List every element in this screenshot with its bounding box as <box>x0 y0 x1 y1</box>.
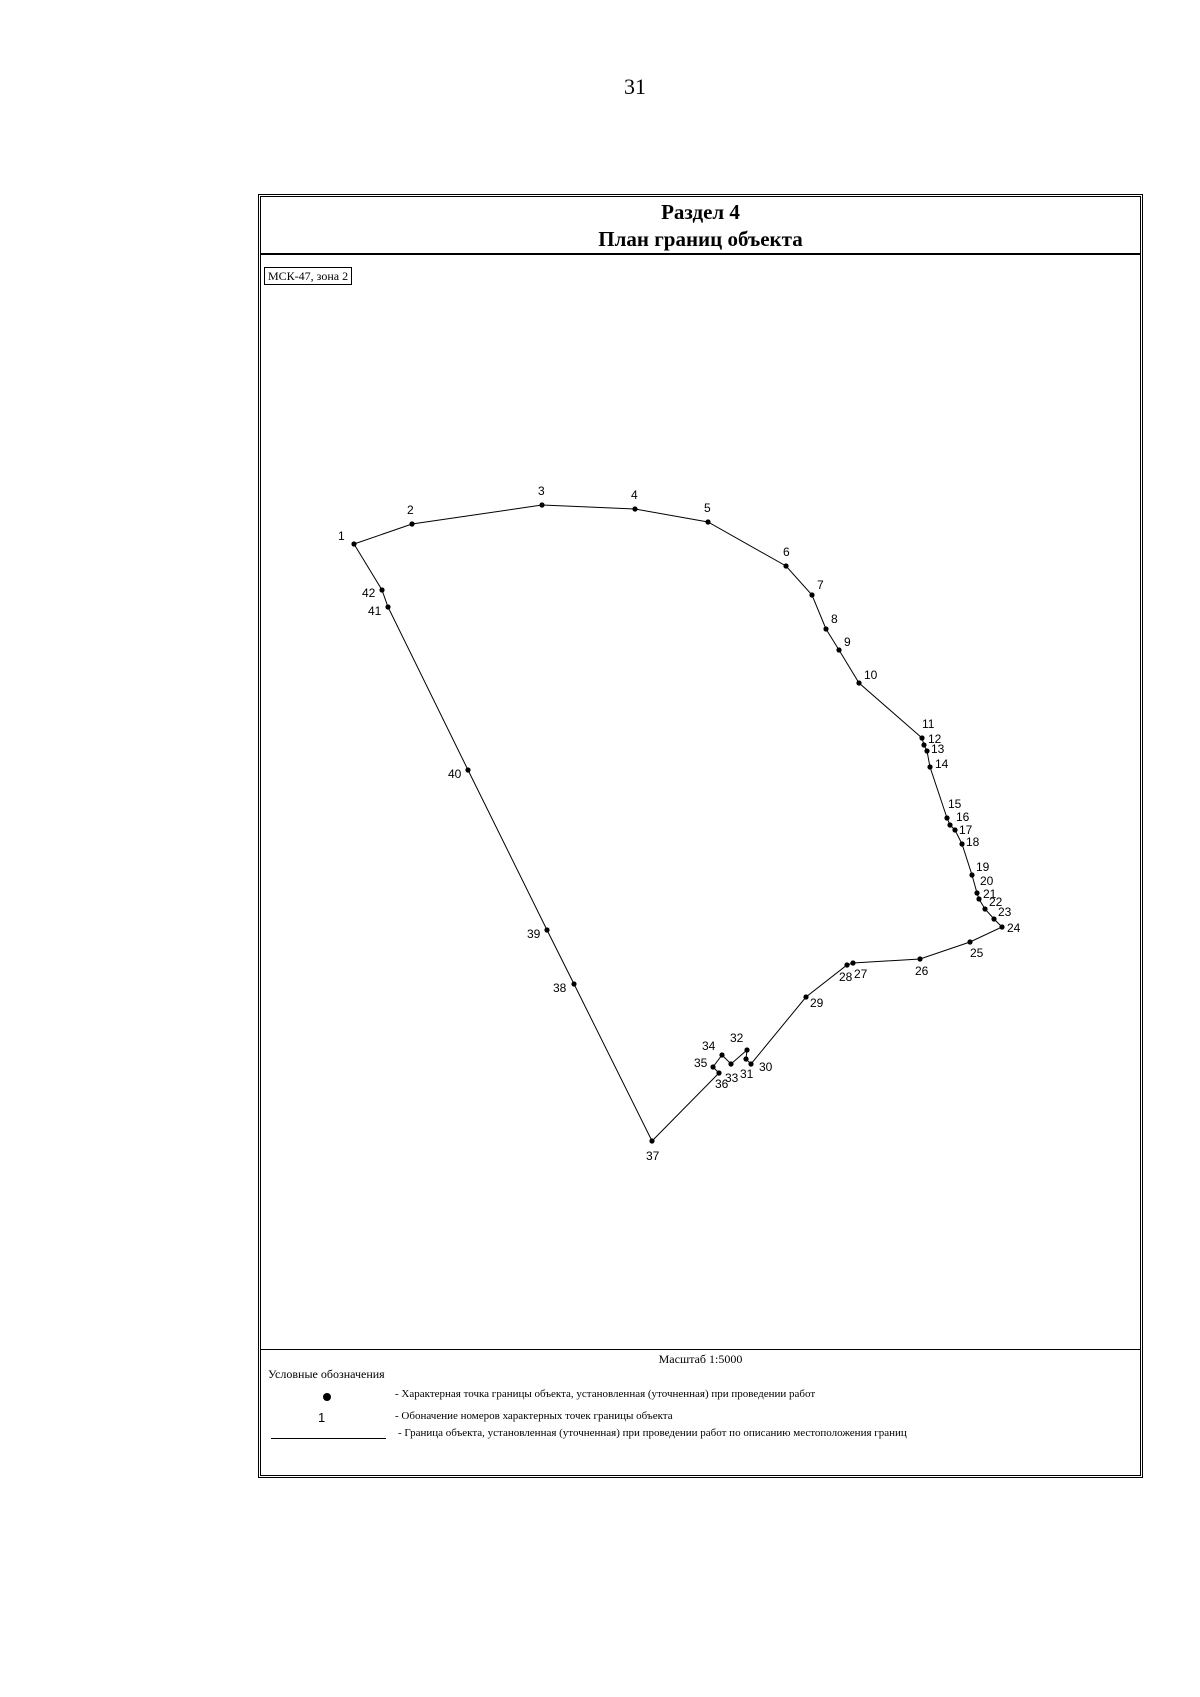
boundary-point <box>982 906 987 911</box>
boundary-point-label: 36 <box>715 1077 729 1091</box>
boundary-point-label: 25 <box>970 946 984 960</box>
crs-label: МСК-47, зона 2 <box>264 267 352 285</box>
boundary-point-label: 32 <box>730 1031 744 1045</box>
boundary-point <box>809 592 814 597</box>
boundary-point-label: 5 <box>704 501 711 515</box>
boundary-point <box>409 521 414 526</box>
boundary-point-label: 35 <box>694 1056 708 1070</box>
boundary-point <box>959 841 964 846</box>
boundary-plan <box>261 197 1140 1347</box>
boundary-point <box>649 1138 654 1143</box>
boundary-point <box>728 1061 733 1066</box>
boundary-point-label: 16 <box>956 810 970 824</box>
boundary-point-label: 6 <box>783 545 790 559</box>
boundary-point-label: 7 <box>817 578 824 592</box>
boundary-point-label: 42 <box>362 586 376 600</box>
boundary-point <box>856 680 861 685</box>
boundary-point-label: 33 <box>725 1071 739 1085</box>
boundary-point-label: 29 <box>810 996 824 1010</box>
boundary-points <box>338 484 1021 1163</box>
legend-title: Условные обозначения <box>268 1367 385 1381</box>
boundary-point <box>924 748 929 753</box>
boundary-point-label: 28 <box>839 970 853 984</box>
boundary-point <box>716 1070 721 1075</box>
boundary-point-label: 4 <box>631 488 638 502</box>
boundary-point-label: 21 <box>983 887 997 901</box>
boundary-point-label: 3 <box>538 484 545 498</box>
line-symbol-icon <box>271 1438 386 1439</box>
boundary-point <box>921 742 926 747</box>
boundary-point <box>632 506 637 511</box>
boundary-point-label: 27 <box>854 967 868 981</box>
point-symbol-icon <box>323 1393 331 1401</box>
boundary-point-label: 41 <box>368 604 382 618</box>
boundary-point-label: 9 <box>844 635 851 649</box>
boundary-point-label: 2 <box>407 503 414 517</box>
boundary-point <box>967 939 972 944</box>
legend <box>261 1349 1140 1478</box>
boundary-point <box>944 815 949 820</box>
boundary-point <box>744 1047 749 1052</box>
section-title: Раздел 4 <box>661 200 740 224</box>
boundary-point <box>743 1056 748 1061</box>
boundary-point-label: 19 <box>976 860 990 874</box>
boundary-point-label: 20 <box>980 874 994 888</box>
boundary-point <box>947 822 952 827</box>
boundary-point-label: 15 <box>948 797 962 811</box>
boundary-point <box>719 1052 724 1057</box>
boundary-point-label: 18 <box>966 835 980 849</box>
boundary-point-label: 34 <box>702 1039 716 1053</box>
boundary-point <box>976 896 981 901</box>
boundary-point-label: 38 <box>553 981 567 995</box>
boundary-point-label: 24 <box>1007 921 1021 935</box>
boundary-point-label: 31 <box>740 1067 754 1081</box>
boundary-point <box>748 1061 753 1066</box>
boundary-point <box>974 890 979 895</box>
boundary-point-label: 37 <box>646 1149 660 1163</box>
boundary-point-label: 17 <box>959 823 973 837</box>
boundary-point <box>705 519 710 524</box>
page-number: 31 <box>624 74 646 99</box>
boundary-point <box>783 563 788 568</box>
number-symbol: 1 <box>318 1410 326 1425</box>
boundary-point <box>571 981 576 986</box>
legend-point-desc: - Характерная точка границы объекта, установленная (уточненная) при проведении работ <box>395 1388 816 1400</box>
boundary-point <box>710 1064 715 1069</box>
boundary-point <box>803 994 808 999</box>
boundary-point-label: 11 <box>922 717 935 731</box>
boundary-point-label: 22 <box>989 895 1003 909</box>
legend-number-desc: - Обоначение номеров характерных точек границы объекта <box>395 1410 673 1422</box>
boundary-point <box>379 587 384 592</box>
boundary-point <box>969 872 974 877</box>
boundary-point-label: 1 <box>338 529 345 543</box>
boundary-point-label: 39 <box>527 927 541 941</box>
boundary-line <box>354 505 1002 1141</box>
boundary-point <box>385 604 390 609</box>
boundary-point <box>544 927 549 932</box>
boundary-point <box>539 502 544 507</box>
boundary-point <box>465 767 470 772</box>
scale-label: Масштаб 1:5000 <box>658 1352 743 1366</box>
boundary-point <box>991 916 996 921</box>
boundary-point-label: 13 <box>931 742 945 756</box>
boundary-point-label: 23 <box>998 905 1012 919</box>
boundary-point <box>952 827 957 832</box>
boundary-point <box>927 764 932 769</box>
boundary-point <box>919 735 924 740</box>
boundary-point-label: 8 <box>831 612 838 626</box>
legend-line-desc: - Граница объекта, установленная (уточненная) при проведении работ по описанию местоположения границ <box>398 1427 907 1439</box>
boundary-point <box>844 962 849 967</box>
boundary-point-label: 26 <box>915 964 929 978</box>
boundary-point <box>850 960 855 965</box>
boundary-point-label: 12 <box>928 732 942 746</box>
boundary-point-label: 30 <box>759 1060 773 1074</box>
boundary-point <box>917 956 922 961</box>
boundary-point-label: 10 <box>864 668 878 682</box>
boundary-point <box>823 626 828 631</box>
boundary-point <box>836 647 841 652</box>
boundary-point-label: 14 <box>935 757 949 771</box>
boundary-point-label: 40 <box>448 767 462 781</box>
boundary-point <box>351 541 356 546</box>
plan-frame <box>258 194 1143 1478</box>
plan-title: План границ объекта <box>598 227 803 251</box>
boundary-point <box>999 924 1004 929</box>
